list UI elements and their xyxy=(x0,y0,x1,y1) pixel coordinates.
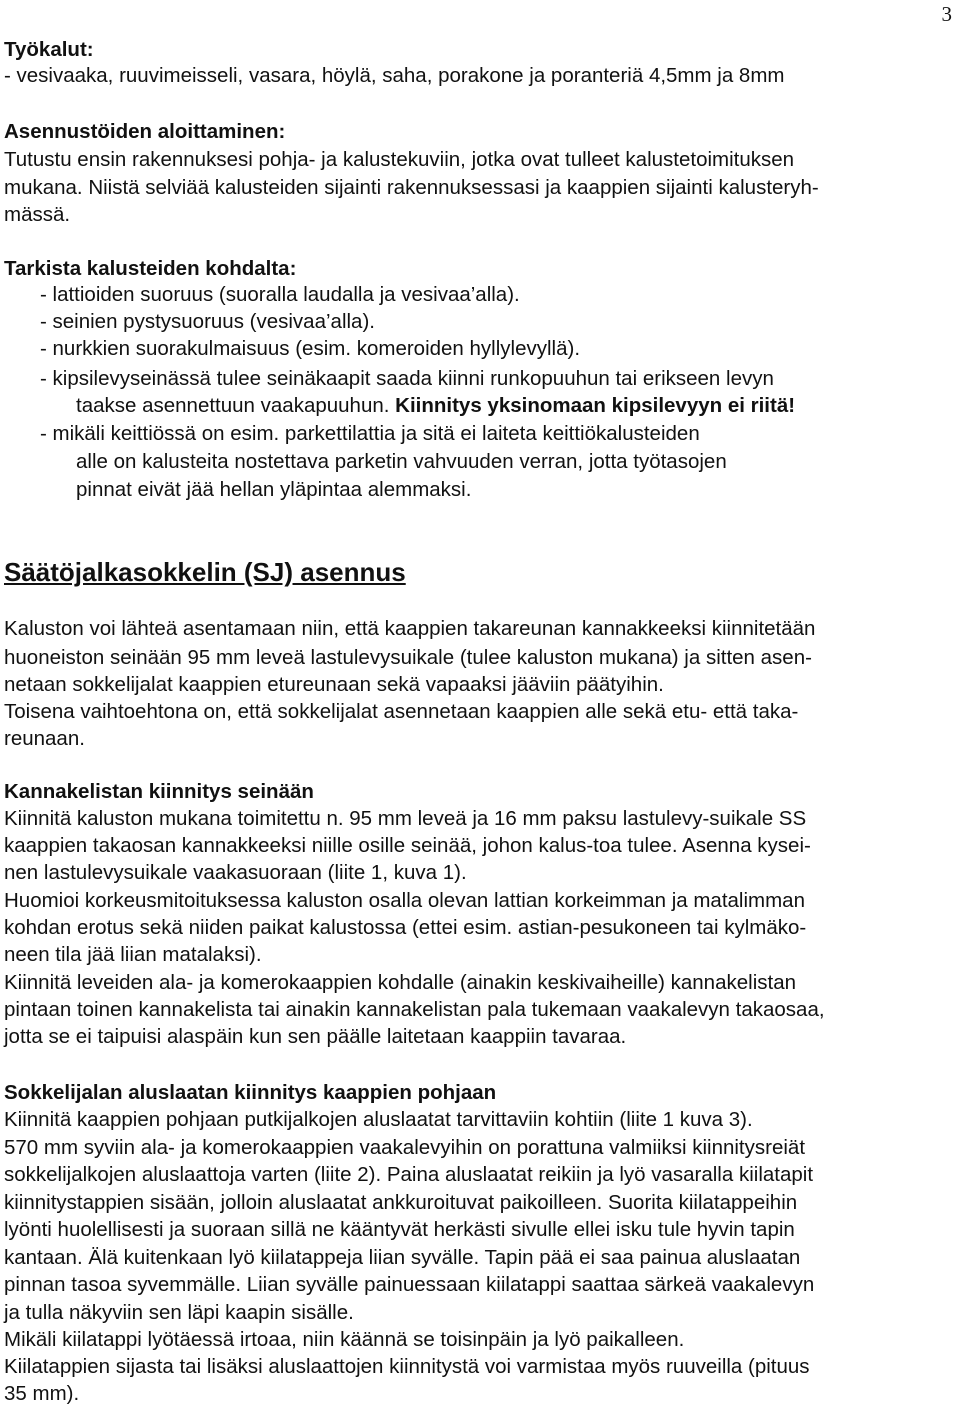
check-item-plasterboard-warning: Kiinnitys yksinomaan kipsilevyyn ei riitä! xyxy=(395,394,796,417)
sokkeli-line-5: lyönti huolellisesti ja suoraan sillä ne kääntyvät herkästi sivulle ellei isku tule hyvin tapin xyxy=(4,1218,795,1241)
sj-line-1: Kaluston voi lähteä asentamaan niin, että kaappien takareunan kannakkeeksi kiinnitetään xyxy=(4,617,816,640)
sokkeli-line-11: 35 mm). xyxy=(4,1382,80,1405)
sokkeli-line-10: Kiilatappien sijasta tai lisäksi aluslaattojen kiinnitystä voi varmistaa myös ruuveilla (pituus xyxy=(4,1355,810,1378)
kannake-line-1: Kiinnitä kaluston mukana toimitettu n. 95 mm leveä ja 16 mm paksu lastulevy-suikale SS xyxy=(4,807,807,830)
kannake-line-2: kaappien takaosan kannakkeeksi niille osille seinää, johon kalus-toa tulee. Asenna kysei- xyxy=(4,834,811,857)
kannake-heading: Kannakelistan kiinnitys seinään xyxy=(4,780,314,803)
sokkeli-line-8: ja tulla näkyviin sen läpi kaapin sisälle. xyxy=(4,1301,354,1324)
sj-line-5: reunaan. xyxy=(4,727,85,750)
kannake-line-8: pintaan toinen kannakelista tai ainakin kannakelistan pala tukemaan vaakalevyn takaosaa, xyxy=(4,998,825,1021)
kannake-line-9: jotta se ei taipuisi alaspäin kun sen päälle laitetaan kaappiin tavaraa. xyxy=(4,1025,627,1048)
sj-line-4: Toisena vaihtoehtona on, että sokkelijalat asennetaan kaappien alle sekä etu- että taka- xyxy=(4,700,799,723)
start-heading: Asennustöiden aloittaminen: xyxy=(4,120,286,143)
sokkeli-line-9: Mikäli kiilatappi lyötäessä irtoaa, niin käännä se toisinpäin ja lyö paikalleen. xyxy=(4,1328,685,1351)
check-item-plasterboard-line-2 xyxy=(76,393,795,419)
sj-line-2: huoneiston seinään 95 mm leveä lastulevysuikale (tulee kaluston mukana) ja sitten asen- xyxy=(4,646,812,669)
kannake-line-3: nen lastulevysuikale vaakasuoraan (liite 1, kuva 1). xyxy=(4,861,467,884)
check-item-walls: - seinien pystysuoruus (vesivaa’alla). xyxy=(40,310,375,333)
tools-heading: Työkalut: xyxy=(4,38,94,61)
sokkeli-line-2: 570 mm syviin ala- ja komerokaappien vaakalevyihin on porattuna valmiiksi kiinnitysreiät xyxy=(4,1136,806,1159)
section-heading-sj: Säätöjalkasokkelin (SJ) asennus xyxy=(4,557,406,587)
start-line-2: mukana. Niistä selviää kalusteiden sijainti rakennuksessasi ja kaappien sijainti kalusteryh- xyxy=(4,176,819,199)
start-line-3: mässä. xyxy=(4,203,71,226)
sokkeli-line-1: Kiinnitä kaappien pohjaan putkijalkojen aluslaatat tarvittaviin kohtiin (liite 1 kuva 3). xyxy=(4,1108,753,1131)
check-item-parquet-line-3: pinnat eivät jää hellan yläpintaa alemmaksi. xyxy=(76,478,472,501)
check-item-plasterboard-text: taakse asennettuun vaakapuuhun. xyxy=(76,394,396,417)
sokkeli-line-6: kantaan. Älä kuitenkaan lyö kiilatappeja liian syvälle. Tapin pää ei saa painua aluslaatan xyxy=(4,1246,801,1269)
check-item-floors: - lattioiden suoruus (suoralla laudalla ja vesivaa’alla). xyxy=(40,283,520,306)
check-item-plasterboard-line-1: - kipsilevyseinässä tulee seinäkaapit saada kiinni runkopuuhun tai erikseen levyn xyxy=(40,367,774,390)
kannake-line-5: kohdan erotus sekä niiden paikat kalustossa (ettei esim. astian-pesukoneen tai kylmäko- xyxy=(4,916,807,939)
sokkeli-line-4: kiinnitystappien sisään, jolloin aluslaatat ankkuroituvat paikoilleen. Suorita kiilatappeihin xyxy=(4,1191,798,1214)
tools-item: - vesivaaka, ruuvimeisseli, vasara, höylä, saha, porakone ja poranteriä 4,5mm ja 8mm xyxy=(4,64,785,87)
kannake-line-6: neen tila jää liian matalaksi). xyxy=(4,943,262,966)
kannake-line-4: Huomioi korkeusmitoituksessa kaluston osalla olevan lattian korkeimman ja matalimman xyxy=(4,889,805,912)
check-item-parquet-line-1: - mikäli keittiössä on esim. parkettilattia ja sitä ei laiteta keittiökalusteiden xyxy=(40,422,700,445)
page-number: 3 xyxy=(941,2,952,26)
sj-line-3: netaan sokkelijalat kaappien etureunaan sekä vapaaksi jääviin päätyihin. xyxy=(4,673,664,696)
sokkeli-line-7: pinnan tasoa syvemmälle. Liian syvälle painuessaan kiilatappi saattaa särkeä vaakalevyn xyxy=(4,1273,815,1296)
sokkeli-line-3: sokkelijalkojen aluslaattoja varten (liite 2). Paina aluslaatat reikiin ja lyö vasaralla kiilatapit xyxy=(4,1163,814,1186)
check-item-parquet-line-2: alle on kalusteita nostettava parketin vahvuuden verran, jotta työtasojen xyxy=(76,450,727,473)
start-line-1: Tutustu ensin rakennuksesi pohja- ja kalustekuviin, jotka ovat tulleet kalustetoimituksen xyxy=(4,148,795,171)
sokkeli-heading: Sokkelijalan aluslaatan kiinnitys kaappien pohjaan xyxy=(4,1081,497,1104)
check-heading: Tarkista kalusteiden kohdalta: xyxy=(4,257,297,280)
check-item-corners: - nurkkien suorakulmaisuus (esim. komeroiden hyllylevyllä). xyxy=(40,337,581,360)
kannake-line-7: Kiinnitä leveiden ala- ja komerokaappien kohdalle (ainakin keskivaiheille) kannakelistan xyxy=(4,971,796,994)
